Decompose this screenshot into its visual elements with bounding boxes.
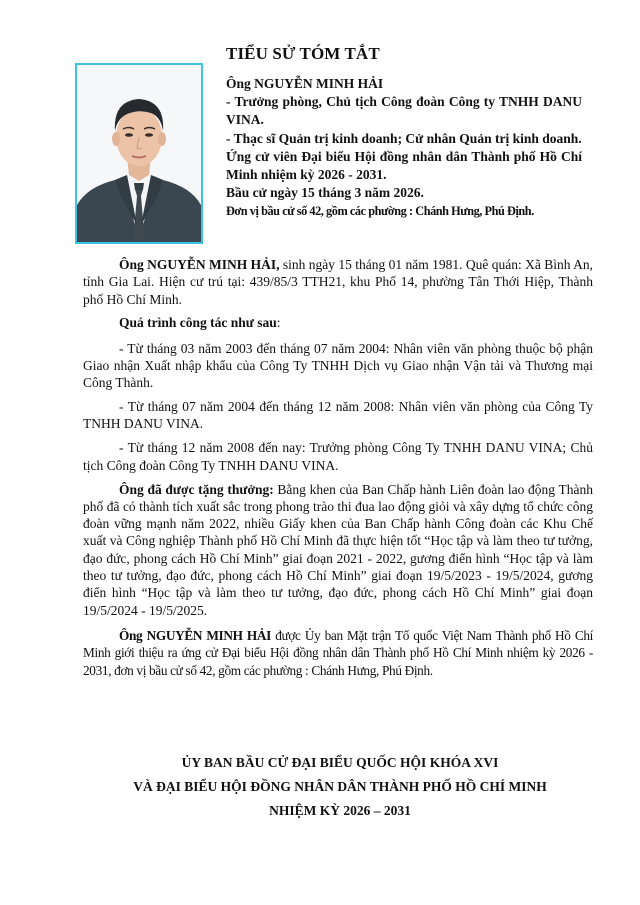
candidate-summary <box>226 75 582 221</box>
work-history-item: - Từ tháng 07 năm 2004 đến tháng 12 năm 2008: Nhân viên văn phòng của Công Ty TNHH DANU VINA. <box>83 399 593 432</box>
candidate-education: - Thạc sĩ Quản trị kinh doanh; Cử nhân Quản trị kinh doanh. <box>226 130 582 146</box>
work-heading-colon: : <box>276 315 281 331</box>
biography <box>83 256 593 686</box>
candidate-position: - Trưởng phòng, Chủ tịch Công đoàn Công ty TNHH DANU VINA. <box>226 94 582 128</box>
page-title: TIỂU SỬ TÓM TẮT <box>226 44 380 63</box>
portrait-image <box>77 65 201 242</box>
election-date: Bầu cử ngày 15 tháng 3 năm 2026. <box>226 185 424 201</box>
awards-text: Bằng khen của Ban Chấp hành Liên đoàn lao động Thành phố đã có thành tích xuất sắc trong phong trào thi đua lao động giỏi và xây dựng tổ chức công đoàn vững mạnh năm 2022, nhiều Giấy khen của Ban Chấp hành Công đoàn các Khu Chế xuất và Công nghiệp Thành phố Hồ Chí Minh đã thực hiện tốt “Học tập và làm theo tư tưởng, đạo đức, phong cách Hồ Chí Minh” giai đoạn 2021 - 2022, gương điển hình “Học tập và làm theo tư tưởng, đạo đức, phong cách Hồ Chí Minh” giai đoạn 19/5/2023 - 19/5/2024, gương điển hình “Học tập và làm theo tư tưởng, đạo đức, phong cách Hồ Chí Minh” giai đoạn 19/5/2024 - 19/5/2025. <box>83 481 593 618</box>
committee-line-1: ỦY BAN BẦU CỬ ĐẠI BIỂU QUỐC HỘI KHÓA XVI <box>181 755 499 770</box>
work-heading-text: Quá trình công tác như sau <box>119 315 277 331</box>
intro-name: Ông NGUYỄN MINH HẢI, <box>119 257 280 272</box>
candidate-photo <box>75 63 203 244</box>
candidate-name: Ông NGUYỄN MINH HẢI <box>226 76 384 91</box>
nomination-paragraph <box>83 627 593 680</box>
committee-line-2: VÀ ĐẠI BIỂU HỘI ĐỒNG NHÂN DÂN THÀNH PHỐ HỒ CHÍ MINH <box>133 779 547 794</box>
electoral-unit: Đơn vị bầu cử số 42, gồm các phường : Chánh Hưng, Phú Định. <box>226 204 534 219</box>
work-history-item: - Từ tháng 12 năm 2008 đến nay: Trưởng phòng Công Ty TNHH DANU VINA; Chủ tịch Công đoàn Công Ty TNHH DANU VINA. <box>83 440 593 473</box>
awards-label: Ông đã được tặng thưởng: <box>119 481 274 497</box>
candidate-candidacy: Ứng cử viên Đại biểu Hội đồng nhân dân Thành phố Hồ Chí Minh nhiệm kỳ 2026 - 2031. <box>226 148 582 183</box>
issuing-committee <box>0 751 640 823</box>
awards-paragraph <box>83 481 593 619</box>
nomination-name: Ông NGUYỄN MINH HẢI <box>119 627 271 643</box>
biography-intro <box>83 256 593 308</box>
committee-line-3: NHIỆM KỲ 2026 – 2031 <box>269 803 411 818</box>
work-history-item: - Từ tháng 03 năm 2003 đến tháng 07 năm 2004: Nhân viên văn phòng thuộc bộ phận Giao nhận Xuất nhập khẩu của Công Ty TNHH Dịch vụ Giao nhận Vận tải và Thương mại Công Thành. <box>83 340 593 391</box>
nomination-text: được Ủy ban Mặt trận Tổ quốc Việt Nam Thành phố Hồ Chí Minh giới thiệu ra ứng cử Đại biểu Hội đồng nhân dân Thành phố Hồ Chí Minh nhiệm kỳ 2026 - 2031, đơn vị bầu cử số 42, gồm các phường : Chánh Hưng, Phú Định. <box>83 627 594 678</box>
work-history-heading <box>83 314 593 331</box>
intro-text: sinh ngày 15 tháng 01 năm 1981. Quê quán: Xã Bình An, tỉnh Gia Lai. Hiện cư trú tại: 439/85/3 TTH21, khu Phố 14, phường Tân Thới Hiệp, Thành phố Hồ Chí Minh. <box>83 257 593 307</box>
